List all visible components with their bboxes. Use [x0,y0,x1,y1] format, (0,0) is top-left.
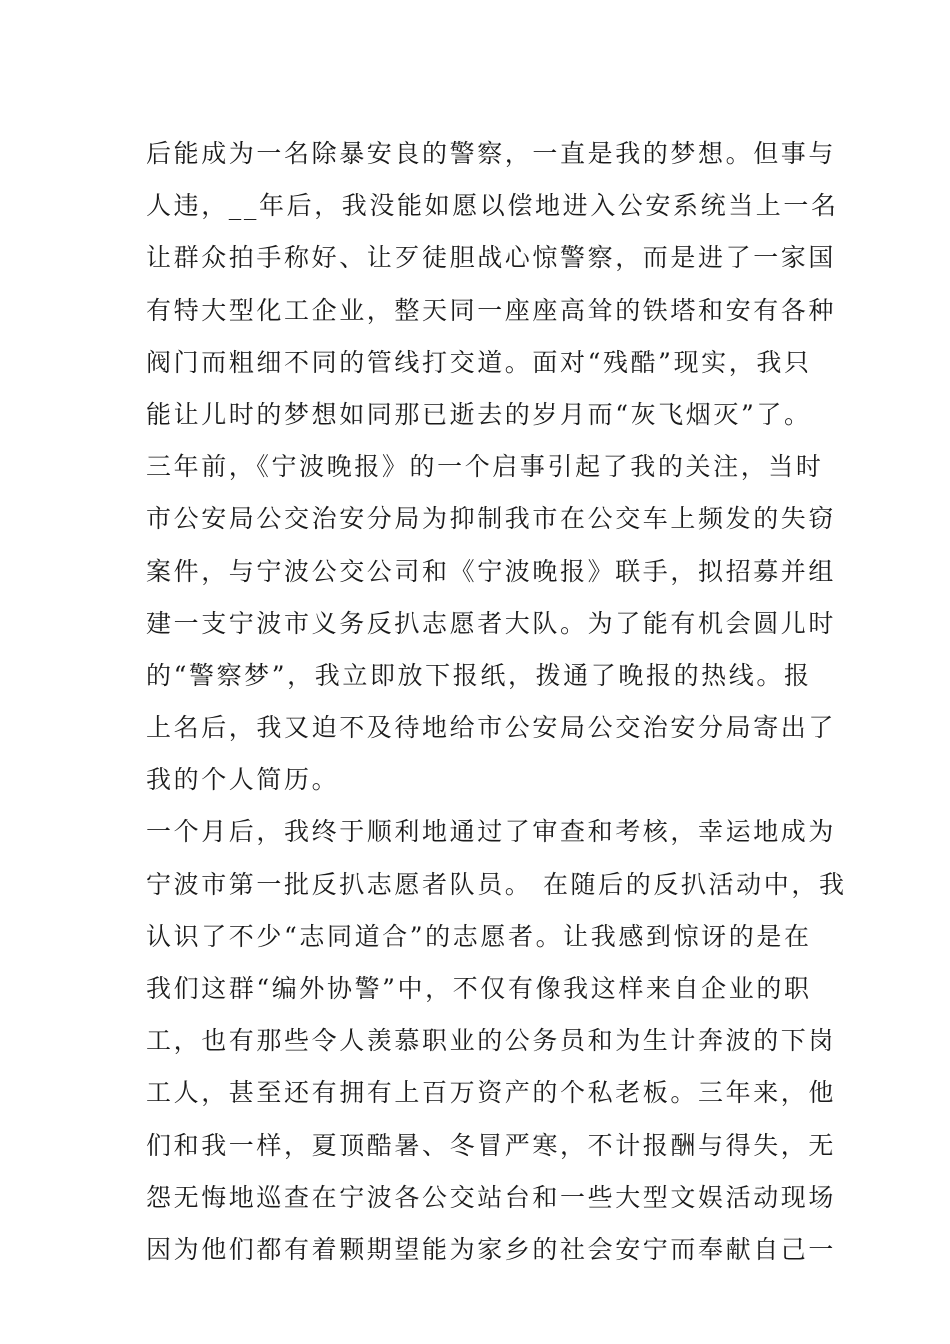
text-line: 案件，与宁波公交公司和《宁波晚报》联手，拟招募并组 [146,556,837,586]
text-line: 工人，甚至还有拥有上百万资产的个私老板。三年来，他 [146,1078,837,1108]
text-line: 能让儿时的梦想如同那已逝去的岁月而“灰飞烟灭”了。 [146,399,812,429]
text-line: 一个月后，我终于顺利地通过了审查和考核，幸运地成为 [146,817,837,847]
text-line: 工，也有那些令人羡慕职业的公务员和为生计奔波的下岗 [146,1026,837,1056]
text-line: 的“警察梦”，我立即放下报纸，拨通了晚报的热线。报 [146,660,812,690]
text-line: 认识了不少“志同道合”的志愿者。让我感到惊讶的是在 [146,921,812,951]
text-line: 怨无悔地巡查在宁波各公交站台和一些大型文娱活动现场 [146,1182,837,1212]
text-line: 宁波市第一批反扒志愿者队员。 在随后的反扒活动中，我 [146,869,847,899]
text-line: 因为他们都有着颗期望能为家乡的社会安宁而奉献自己一 [146,1234,837,1264]
text-line: 阀门而粗细不同的管线打交道。面对“残酷”现实，我只 [146,347,812,377]
text-line: 市公安局公交治安分局为抑制我市在公交车上频发的失窃 [146,504,837,534]
text-line: 我们这群“编外协警”中，不仅有像我这样来自企业的职 [146,974,812,1003]
text-line: 三年前，《宁波晚报》的一个启事引起了我的关注，当时 [146,452,824,482]
text-line: 人违，__年后，我没能如愿以偿地进入公安系统当上一名 [146,191,839,221]
text-line: 后能成为一名除暴安良的警察，一直是我的梦想。但事与 [146,139,837,168]
text-line: 让群众拍手称好、让歹徒胆战心惊警察，而是进了一家国 [146,243,837,273]
text-line: 有特大型化工企业，整天同一座座高耸的铁塔和安有各种 [146,295,837,325]
text-line: 们和我一样，夏顶酷暑、冬冒严寒，不计报酬与得失，无 [146,1130,837,1160]
text-line: 上名后，我又迫不及待地给市公安局公交治安分局寄出了 [146,713,837,743]
body-text [146,128,847,1276]
text-line: 建一支宁波市义务反扒志愿者大队。为了能有机会圆儿时 [146,608,837,638]
text-line: 我的个人简历。 [146,765,340,795]
